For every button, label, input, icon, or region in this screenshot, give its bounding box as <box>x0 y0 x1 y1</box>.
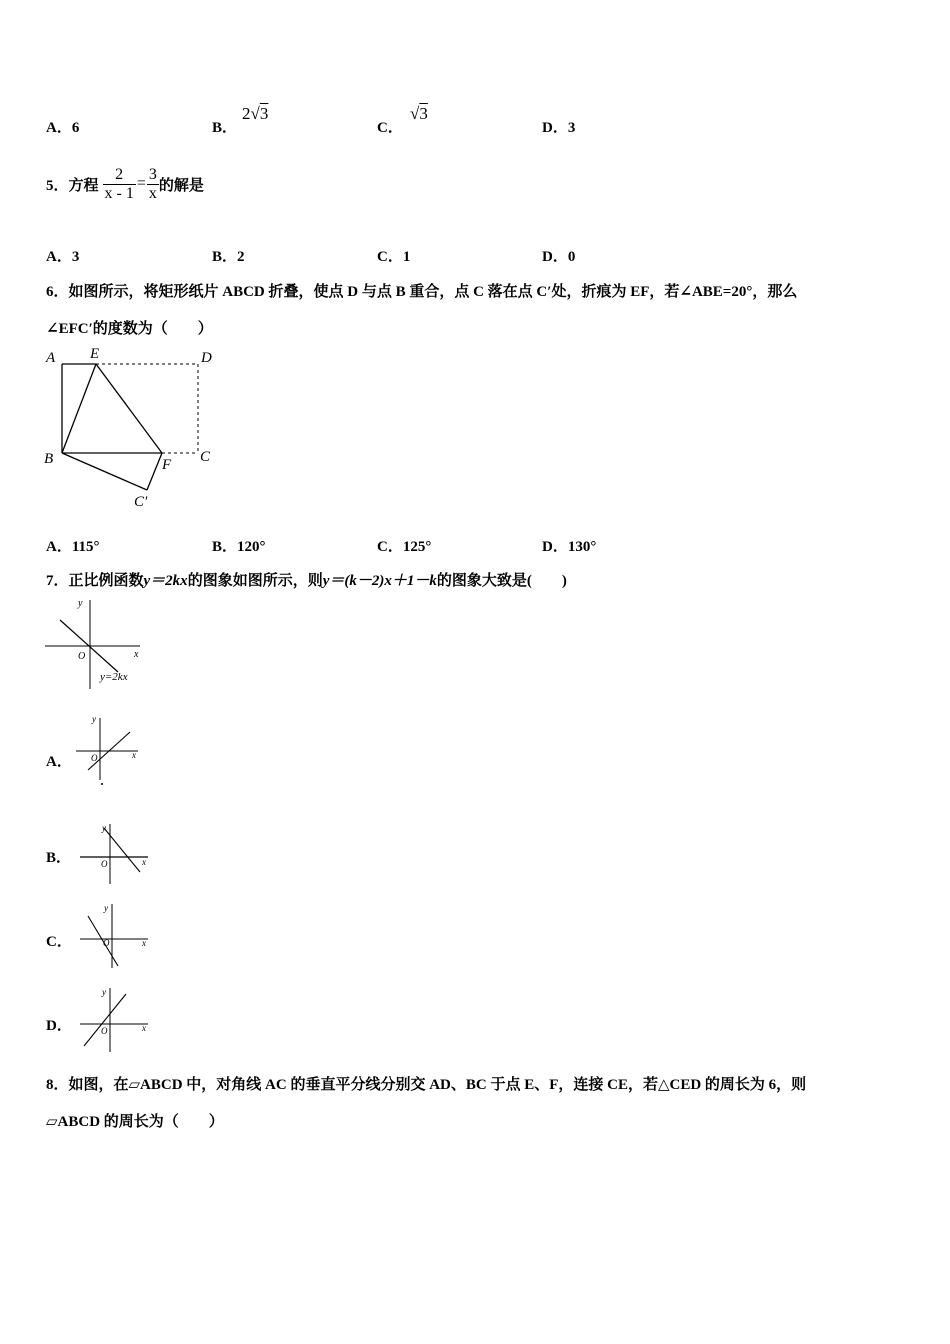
q6-stem-line2: ∠EFC′的度数为（ ） <box>46 321 213 337</box>
q7-label-origin: O <box>78 651 86 662</box>
q6-option-d: D．130° <box>542 539 597 555</box>
q7-label-x: x <box>134 649 139 660</box>
q7-option-c-label: C． <box>46 934 72 950</box>
q4-option-d: D．3 <box>542 120 576 136</box>
q7c-origin-label: O <box>103 938 110 948</box>
q7-label-y: y <box>78 598 83 609</box>
q5-equals: = <box>136 175 146 192</box>
q7-suffix: 的图象大致是( ) <box>436 573 567 589</box>
q7a-dot <box>101 783 103 785</box>
q5-fraction-left <box>103 166 136 203</box>
q7-option-b-label: B． <box>46 850 72 866</box>
q7a-origin-label: O <box>91 753 98 763</box>
q7d-y-label: y <box>102 987 106 997</box>
q7-prefix: 7．正比例函数 <box>46 573 144 589</box>
q7-option-a-graph <box>72 712 142 788</box>
q7c-y-label: y <box>104 903 108 913</box>
q6-label-D: D <box>201 350 212 366</box>
q7-func2: y＝(k－2)x＋1－k <box>322 573 437 589</box>
q4-option-b <box>212 116 237 137</box>
q5-option-a: A．3 <box>46 249 80 265</box>
q5-num2: 3 <box>148 165 157 183</box>
q7b-y-label: y <box>102 823 106 833</box>
q6-segment-BE <box>62 364 96 453</box>
q4-option-b-value: 2√3 <box>242 104 269 123</box>
q4-option-c-value: √3 <box>410 104 428 123</box>
q6-label-Cprime: C′ <box>134 494 148 510</box>
q7-label-line: y=2kx <box>100 671 128 683</box>
q6-stem-line1: 6．如图所示，将矩形纸片 ABCD 折叠，使点 D 与点 B 重合，点 C 落在点 C′处，折痕为 EF，若∠ABE=20°，那么 <box>46 284 798 300</box>
q4-option-c-prefix: C． <box>377 120 403 136</box>
q5-option-c: C．1 <box>377 249 411 265</box>
q6-label-A: A <box>46 350 56 366</box>
q6-label-C: C <box>200 449 211 465</box>
q7-option-b-graph <box>76 820 152 888</box>
q5-option-b: B．2 <box>212 249 245 265</box>
q7-option-d-label: D． <box>46 1018 72 1034</box>
q6-segment-BCprime <box>62 453 147 490</box>
q5-fraction-right <box>147 166 159 203</box>
q4-b-coef: 2 <box>242 104 251 123</box>
q4-b-radicand: 3 <box>259 104 269 123</box>
q8-stem-line2: ▱ABCD 的周长为（ ） <box>46 1114 224 1130</box>
q7b-line <box>104 828 140 872</box>
q6-option-c: C．125° <box>377 539 432 555</box>
q7-mid: 的图象如图所示，则 <box>187 573 323 589</box>
q4-c-radicand: 3 <box>419 104 428 123</box>
q4-option-b-prefix: B． <box>212 120 238 136</box>
q6-figure-folded-rectangle <box>40 340 230 515</box>
q5-suffix: 的解是 <box>158 177 204 194</box>
q7-option-a-label: A． <box>46 754 72 770</box>
q7d-x-label: x <box>142 1023 146 1033</box>
q6-option-b: B．120° <box>212 539 266 555</box>
q5-den2: x <box>148 184 157 202</box>
q5-stem <box>46 162 204 206</box>
q6-label-E: E <box>90 346 100 362</box>
q4-option-a: A．6 <box>46 120 80 136</box>
q6-label-B: B <box>44 451 54 467</box>
q5-den1: x - 1 <box>104 184 134 202</box>
q7-option-c-graph <box>76 900 152 972</box>
q5-num1: 2 <box>115 165 124 183</box>
q6-option-a: A．115° <box>46 539 100 555</box>
q7d-origin-label: O <box>101 1026 108 1036</box>
q6-label-F: F <box>162 457 172 473</box>
q7b-origin-label: O <box>101 859 108 869</box>
q7-stem <box>46 569 567 590</box>
q7c-x-label: x <box>142 938 146 948</box>
q7-option-d-graph <box>76 984 152 1056</box>
q5-option-d: D．0 <box>542 249 576 265</box>
q7-figure-direct-proportion-graph <box>40 592 160 692</box>
q7d-line <box>84 994 126 1046</box>
q6-segment-EF <box>96 364 162 453</box>
q8-stem-line1: 8．如图，在▱ABCD 中，对角线 AC 的垂直平分线分别交 AD、BC 于点 E、F，连接 CE，若△CED 的周长为 6，则 <box>46 1077 807 1093</box>
q5-number: 5．方程 <box>46 177 99 194</box>
q7a-y-label: y <box>92 714 96 724</box>
q7a-x-label: x <box>132 750 136 760</box>
q6-segment-CprimeF <box>147 453 162 490</box>
q7b-x-label: x <box>142 857 146 867</box>
q7-func1: y＝2kx <box>143 573 188 589</box>
